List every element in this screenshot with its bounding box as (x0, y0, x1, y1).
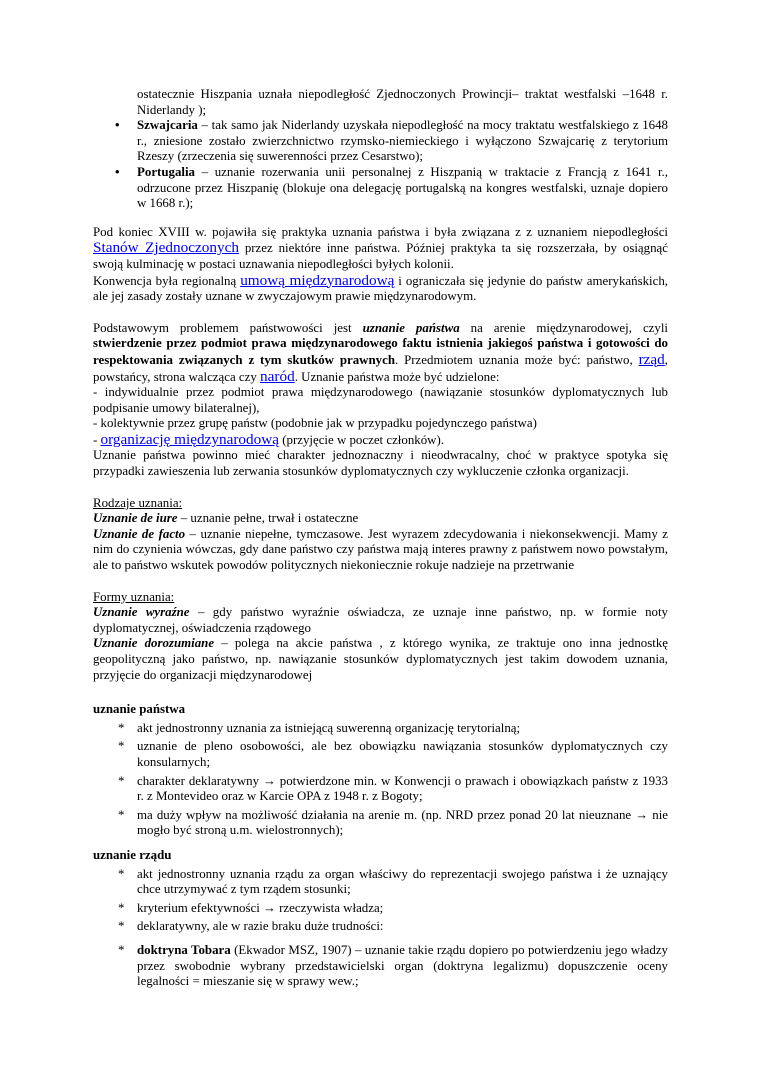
text-run: stwierdzenie przez podmiot prawa międzynarodowego faktu istnienia jakiegoś państwa i gotowości do respektowania związanych z tym skutków prawnych (93, 336, 668, 367)
text-run: . Uznanie państwa może być udzielone: (294, 369, 500, 384)
text-run: Uznanie de iure (93, 511, 178, 526)
text-run: przez niektóre inne państwa. Później praktyka ta się rozszerzała, by osiągnąć swoją kulminację w postaci uznawania niepodległości byłych kolonii. (93, 241, 668, 271)
text-run: deklaratywny, ale w razie braku duże trudności: (137, 919, 384, 934)
text-run: – uznanie pełne, trwał i ostateczne (177, 511, 359, 526)
text-run: doktryna Tobara (137, 942, 231, 957)
para-podstawowym-problemem (93, 321, 668, 385)
list-item-deklaratywny (93, 919, 668, 935)
bullet-item-szwajcaria (93, 118, 668, 165)
text-run: – uznanie rozerwania unii personalnej z Hiszpanią w traktacie z Francją z 1641 r., odrzucone przez Hiszpanię (blokuje ona delegację portugalską na kongres westfalski, uznaje dopiero w 1668 r.); (137, 164, 668, 211)
list-item-akt-jednostronny-uznania (93, 721, 668, 737)
text-run: , powstańcy, strona walcząca czy (93, 352, 668, 384)
para-uznanie-de-facto (93, 527, 668, 574)
line-kolektywnie (93, 416, 668, 432)
text-run: ostatecznie Hiszpania uznała niepodległość Zjednoczonych Prowincji– traktat westfalski –1648 r. Niderlandy ); (137, 87, 668, 117)
list-item-akt-jednostronny-rzadu (93, 867, 668, 898)
text-run: Szwajcaria (137, 118, 198, 133)
list-item-wplyw-na-mozliwosc (93, 808, 668, 839)
list-item-uznanie-de-pleno (93, 739, 668, 770)
text-run: - kolektywnie przez grupę państw (podobnie jak w przypadku pojedynczego państwa) (93, 416, 537, 431)
heading-uznanie-rzadu (93, 848, 668, 864)
text-run: Rodzaje uznania: (93, 495, 183, 510)
text-run: akt jednostronny uznania za istniejącą suwerenną organizację terytorialną; (137, 720, 521, 735)
text-run: uznanie rządu (93, 847, 172, 862)
text-run: charakter deklaratywny → potwierdzone min. w Konwencji o prawach i obowiązkach państw z 1933 r. z Montevideo oraz w Karcie OPA z 1948 r. z Bogoty; (137, 773, 668, 804)
text-run: Portugalia (137, 164, 196, 179)
text-run: – polega na akcie państwa , z którego wynika, ze traktuje ono inna jednostkę geopolityczną jako państwo, np. nawiązanie stosunków dyplomatycznych jest takim dowodem uznania, przyjęcie do organizacji międzynarodowej (93, 636, 668, 682)
text-run: Uznanie dorozumiane (93, 636, 215, 651)
text-run: Pod koniec XVIII w. pojawiła się praktyka uznania państwa i była związana z z uznaniem niepodległości (93, 224, 668, 239)
para-konwencja (93, 273, 668, 305)
text-run: Formy uznania: (93, 589, 175, 604)
para-uznanie-wyrazne (93, 605, 668, 636)
heading-uznanie-panstwa (93, 702, 668, 718)
text-run: (Ekwador MSZ, 1907) – uznanie takie rządu dopiero po potwierdzeniu jego władzy przez swobodnie wybrany przedstawicielski organ (doktryna legalizmu) dopuszczenie oceny legalności = mieszanie się w sprawy wew.; (137, 942, 668, 989)
text-run: uznanie państwa (362, 320, 460, 335)
line-indywidualnie (93, 385, 668, 416)
text-run: - indywidualnie przez podmiot prawa międzynarodowego (nawiązanie stosunków dyplomatycznych lub podpisanie umowy bilateralnej), (93, 385, 668, 415)
text-run: ma duży wpływ na możliwość działania na arenie m. (np. NRD przez ponad 20 lat nieuznane → nie mogło być stroną u.m. wielostronnych); (137, 807, 668, 838)
text-run: – gdy państwo wyraźnie oświadcza, ze uznaje inne państwo, np. w formie noty dyplomatycznej, oświadczenia rządowego (93, 605, 669, 635)
link-umowa-miedzynarodowa[interactable]: umową międzynarodową (240, 271, 395, 289)
para-uznanie-charakter (93, 448, 668, 479)
text-run: i ograniczała się jedynie do państw amerykańskich, ale jej zasady zostały uznane w zwyczajowym prawie międzynarodowym. (93, 273, 668, 304)
text-run: . Przedmiotem uznania może być: państwo, (395, 352, 639, 367)
list-item-kryterium-efektywnosci (93, 901, 668, 917)
heading-rodzaje-uznania (93, 496, 668, 512)
link-rzad[interactable]: rząd (638, 350, 665, 368)
bullet-continuation-niderlandy (93, 87, 668, 118)
heading-formy-uznania (93, 590, 668, 606)
text-run: Konwencja była regionalną (93, 273, 241, 288)
text-run: (przyjęcie w poczet członków). (278, 432, 444, 447)
text-run: na arenie międzynarodowej, czyli (459, 320, 668, 335)
text-run: Uznanie państwa powinno mieć charakter jednoznaczny i nieodwracalny, choć w praktyce spotyka się przypadki zawieszenia lub zerwania stosunków dyplomatycznych czy wykluczenie członka organizacji. (93, 448, 668, 479)
list-item-charakter-deklaratywny (93, 774, 668, 805)
text-run: – uznanie niepełne, tymczasowe. Jest wyrazem zdecydowania i niekonsekwencji. Mamy z nim do czynienia wówczas, gdy dane państwo czy państwa mają interes prawny z państwem nowo powstałym, ale to państwo wskutek powodów politycznych niekoniecznie rokuje nadzieje na przetrwanie (93, 526, 668, 573)
link-organizacja-miedzynarodowa[interactable]: organizację międzynarodową (100, 430, 279, 448)
text-run: uznanie de pleno osobowości, ale bez obowiązku nawiązania stosunków dyplomatycznych czy konsularnych; (137, 739, 668, 769)
text-run: uznanie państwa (93, 702, 186, 717)
bullet-item-portugalia (93, 165, 668, 212)
line-organizacje-miedzynarodowa (93, 432, 668, 449)
link-narod[interactable]: naród (260, 367, 295, 385)
para-uznanie-dorozumiane (93, 636, 668, 683)
link-stanow-zjednoczonych[interactable]: Stanów Zjednoczonych (93, 239, 239, 257)
para-uznanie-de-iure (93, 511, 668, 527)
para-pod-koniec-xviii (93, 225, 668, 273)
text-run: Uznanie de facto (93, 526, 186, 541)
text-run: akt jednostronny uznania rządu za organ właściwy do reprezentacji swojego państwa i że uznający chce utrzymywać z tym rządem stosunki; (137, 866, 668, 897)
text-run: - (93, 432, 101, 447)
text-run: kryterium efektywności → rzeczywista władza; (137, 900, 384, 915)
text-run: Podstawowym problemem państwowości jest (93, 320, 363, 335)
text-run: – tak samo jak Niderlandy uzyskała niepodległość na mocy traktatu westfalskiego z 1648 r., zniesione zostało zwierzchnictwo rzymsko-niemieckiego i wyłączono Szwajcarię z terytorium Rzeszy (zrzeczenia się suwerenności przez Cesarstwo); (137, 118, 668, 164)
text-run: Uznanie wyraźne (93, 605, 190, 620)
list-item-doktryna-tobara (93, 943, 668, 990)
